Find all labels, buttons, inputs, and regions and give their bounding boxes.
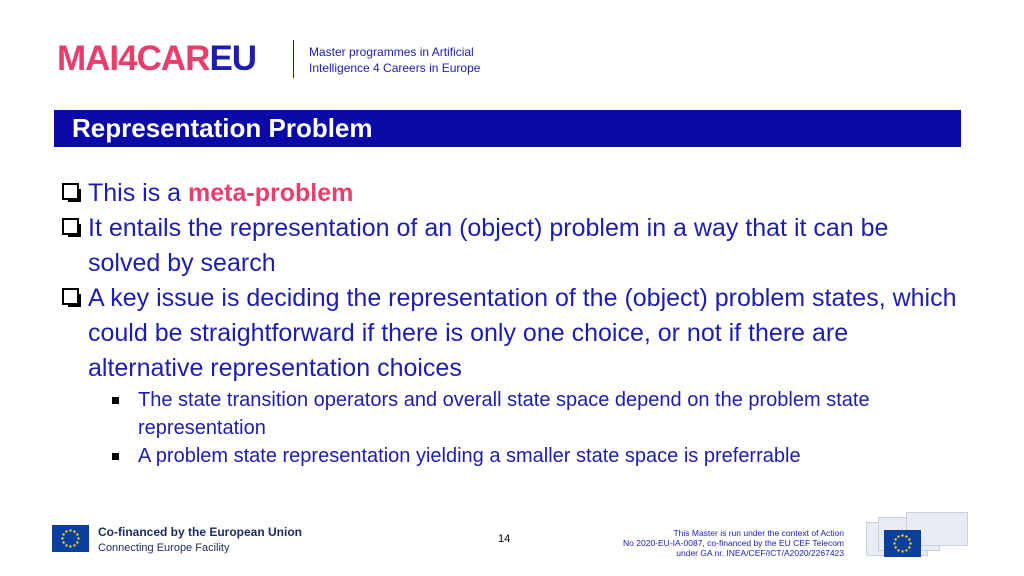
notice-line-2: No 2020-EU-IA-0087, co-financed by the EU CEF Telecom [623, 538, 844, 548]
bullet-2 [60, 211, 960, 281]
bullet-1-highlight: meta-problem [188, 179, 354, 207]
page-number: 14 [498, 533, 511, 545]
title-bar [54, 110, 961, 147]
bullet-2-text: It entails the representation of an (object) problem in a way that it can be solved by search [88, 214, 889, 277]
subbullet-1-text: The state transition operators and overall state space depend on the problem state representation [138, 389, 870, 439]
bullet-3 [60, 281, 960, 386]
checkbox-bullet-icon [62, 218, 79, 235]
notice-line-3: under GA nr. INEA/CEF/ICT/A2020/2267423 [676, 548, 844, 558]
header-divider [293, 40, 294, 78]
action-notice [623, 528, 844, 558]
logo-part2: EU [209, 39, 257, 78]
bullet-3-text: A key issue is deciding the representation of the (object) problem states, which could be straightforward if there is only one choice, or not if there are alternative representation choices [88, 284, 957, 382]
tagline-line-1: Master programmes in Artificial [309, 45, 474, 59]
bullet-1-text: This is a [88, 179, 189, 207]
cofinance-line-1: Co-financed by the European Union [98, 525, 303, 539]
square-bullet-icon [112, 397, 119, 404]
notice-line-1: This Master is run under the context of Action [673, 528, 844, 538]
slide-content [60, 176, 960, 470]
tagline [309, 44, 480, 76]
subbullet-2-text: A problem state representation yielding a smaller state space is preferrable [138, 445, 801, 467]
eu-flag-icon [52, 525, 89, 552]
logo-part1: MAI4CAR [57, 39, 210, 78]
subbullet-2 [60, 442, 960, 470]
cofinance-line-2: Connecting Europe Facility [98, 542, 230, 554]
slide-title: Representation Problem [72, 113, 373, 143]
tagline-line-2: Intelligence 4 Careers in Europe [309, 61, 481, 75]
checkbox-bullet-icon [62, 288, 79, 305]
subbullet-1 [60, 386, 960, 442]
eu-flag-small-icon [884, 530, 921, 557]
square-bullet-icon [112, 453, 119, 460]
eu-cards-graphic [866, 512, 966, 558]
checkbox-bullet-icon [62, 183, 79, 200]
mai4careu-logo [57, 40, 256, 78]
bullet-1 [60, 176, 960, 211]
